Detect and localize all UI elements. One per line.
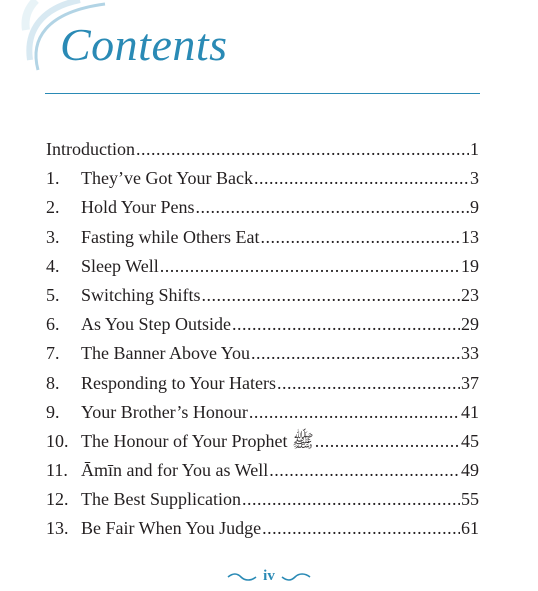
toc-entry[interactable]: [46, 312, 479, 341]
toc-entry-title: Introduction: [46, 139, 135, 159]
toc-entry-title: Be Fair When You Judge: [81, 518, 262, 539]
toc-entry-page: 29: [461, 314, 479, 335]
page-title: Contents: [60, 19, 228, 70]
dot-leader: [277, 371, 460, 395]
dot-leader: [251, 341, 460, 365]
dot-leader: [262, 516, 460, 540]
dot-leader: [249, 400, 460, 424]
toc-entry[interactable]: [46, 166, 479, 195]
toc-entry-number: 2.: [46, 197, 60, 218]
toc-entry-title: The Honour of Your Prophet ﷺ: [81, 430, 314, 451]
toc-entry-page: 9: [470, 197, 479, 218]
toc-entry-page: 37: [461, 372, 479, 393]
toc-entry-title: Sleep Well: [81, 255, 159, 276]
dot-leader: [242, 487, 460, 511]
toc-entry[interactable]: [46, 458, 479, 487]
page-footer: [0, 568, 538, 585]
toc-entry-number: 3.: [46, 226, 60, 247]
toc-entry-number: 6.: [46, 314, 60, 335]
toc-entry[interactable]: [46, 254, 479, 283]
dot-leader: [254, 166, 469, 190]
toc-entry[interactable]: [46, 195, 479, 224]
toc-entry-number: 13.: [46, 518, 69, 539]
toc-entry-title: They’ve Got Your Back: [81, 168, 253, 189]
toc-entry-page: 41: [461, 401, 479, 422]
toc-entry-page: 49: [461, 460, 479, 481]
right-flourish-icon: [281, 572, 311, 582]
dot-leader: [232, 312, 460, 336]
toc-entry-number: 8.: [46, 372, 60, 393]
dot-leader: [196, 195, 469, 219]
toc-entry-title: Switching Shifts: [81, 284, 201, 305]
dot-leader: [136, 137, 469, 161]
toc-entry-title: Your Brother’s Honour: [81, 401, 248, 422]
toc-entry-title: Hold Your Pens: [81, 197, 195, 218]
toc-entry-number: 12.: [46, 489, 69, 510]
toc-entry-page: 45: [461, 430, 479, 451]
toc-entry[interactable]: [46, 341, 479, 370]
toc-entry-page: 23: [461, 284, 479, 305]
toc-entry-number: 9.: [46, 401, 60, 422]
toc-entry-number: 7.: [46, 343, 60, 364]
dot-leader: [202, 283, 460, 307]
toc-entry-title: Āmīn and for You as Well: [81, 460, 269, 481]
table-of-contents: [46, 137, 479, 546]
toc-entry[interactable]: [46, 429, 479, 458]
toc-entry-page: 61: [461, 518, 479, 539]
toc-entry[interactable]: [46, 371, 479, 400]
toc-entry-page: 13: [461, 226, 479, 247]
toc-entry-title: Fasting while Others Eat: [81, 226, 260, 247]
toc-entry[interactable]: [46, 225, 479, 254]
toc-entry-title: The Best Supplication: [81, 489, 241, 510]
toc-entry-number: 11.: [46, 460, 68, 481]
toc-entry[interactable]: [46, 400, 479, 429]
toc-entry-number: 5.: [46, 284, 60, 305]
toc-entry-number: 4.: [46, 255, 60, 276]
dot-leader: [160, 254, 460, 278]
toc-entry-number: 1.: [46, 168, 60, 189]
page-number: iv: [263, 568, 275, 584]
dot-leader: [315, 429, 460, 453]
toc-entry-page: 33: [461, 343, 479, 364]
left-flourish-icon: [227, 572, 257, 582]
dot-leader: [260, 225, 460, 249]
title-divider: [45, 93, 480, 94]
toc-entry[interactable]: [46, 283, 479, 312]
toc-entry-page: 3: [470, 168, 479, 189]
toc-entry-page: 1: [470, 139, 479, 159]
toc-entry[interactable]: [46, 137, 479, 166]
toc-entry-title: Responding to Your Haters: [81, 372, 277, 393]
toc-entry-title: As You Step Outside: [81, 314, 232, 335]
toc-entry[interactable]: [46, 516, 479, 545]
toc-entry-title: The Banner Above You: [81, 343, 250, 364]
toc-entry[interactable]: [46, 487, 479, 516]
toc-entry-number: 10.: [46, 430, 69, 451]
dot-leader: [269, 458, 460, 482]
toc-entry-page: 19: [461, 255, 479, 276]
toc-entry-page: 55: [461, 489, 479, 510]
